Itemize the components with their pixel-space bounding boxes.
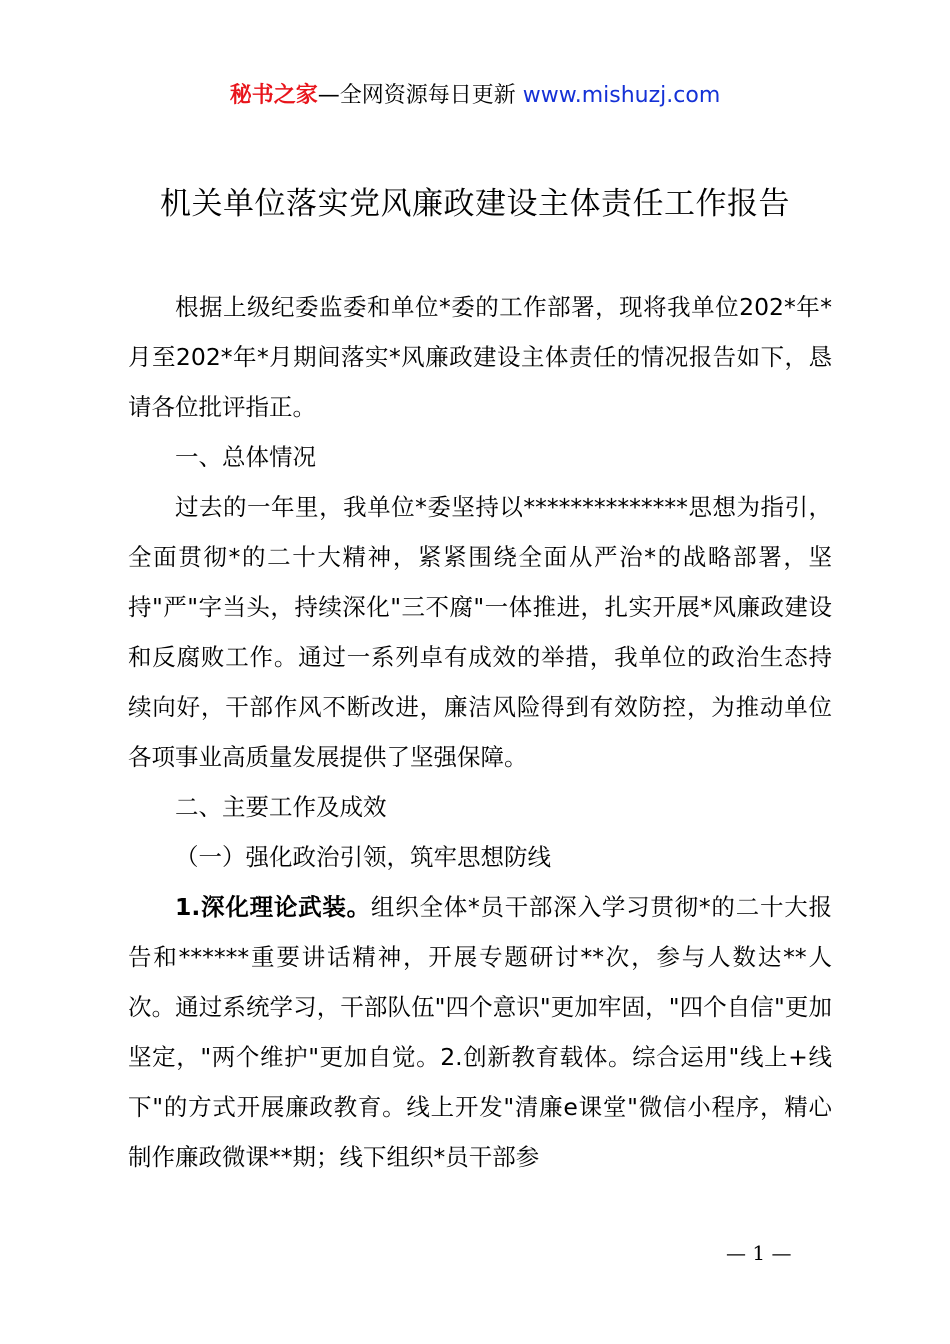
site-header	[0, 80, 950, 112]
item-lead-text: 1.深化理论武装。	[175, 893, 371, 921]
section-heading-overview: 一、总体情况	[175, 443, 316, 471]
section-heading-main-work: 二、主要工作及成效	[175, 793, 387, 821]
item-paragraph-theory	[128, 882, 832, 1182]
document-body	[128, 282, 832, 1182]
brand-name: 秘书之家	[229, 83, 318, 108]
subsection-heading-political-guidance: （一）强化政治引领，筑牢思想防线	[175, 843, 551, 871]
site-url-link[interactable]: www.mishuzj.com	[522, 83, 721, 108]
overview-paragraph: 过去的一年里，我单位*委坚持以**************思想为指引，全面贯彻*的二十大精神，紧紧围绕全面从严治*的战略部署，坚持"严"字当头，持续深化"三不腐"一体推进，扎实开展*风廉政建设和反腐败工作。通过一系列卓有成效的举措，我单位的政治生态持续向好，干部作风不断改进，廉洁风险得到有效防控，为推动单位各项事业高质量发展提供了坚强保障。	[128, 493, 832, 771]
intro-paragraph: 根据上级纪委监委和单位*委的工作部署，现将我单位202*年*月至202*年*月期间落实*风廉政建设主体责任的情况报告如下，恳请各位批评指正。	[128, 293, 832, 421]
document-title: 机关单位落实党风廉政建设主体责任工作报告	[160, 186, 790, 222]
page-number: — 1 —	[726, 1241, 792, 1265]
header-tagline: —全网资源每日更新	[317, 83, 516, 108]
item-body-text: 组织全体*员干部深入学习贯彻*的二十大报告和******重要讲话精神，开展专题研讨**次，参与人数达**人次。通过系统学习，干部队伍"四个意识"更加牢固，"四个自信"更加坚定，"两个维护"更加自觉。2.创新教育载体。综合运用"线上+线下"的方式开展廉政教育。线上开发"清廉e课堂"微信小程序，精心制作廉政微课**期；线下组织*员干部参	[128, 893, 833, 1171]
